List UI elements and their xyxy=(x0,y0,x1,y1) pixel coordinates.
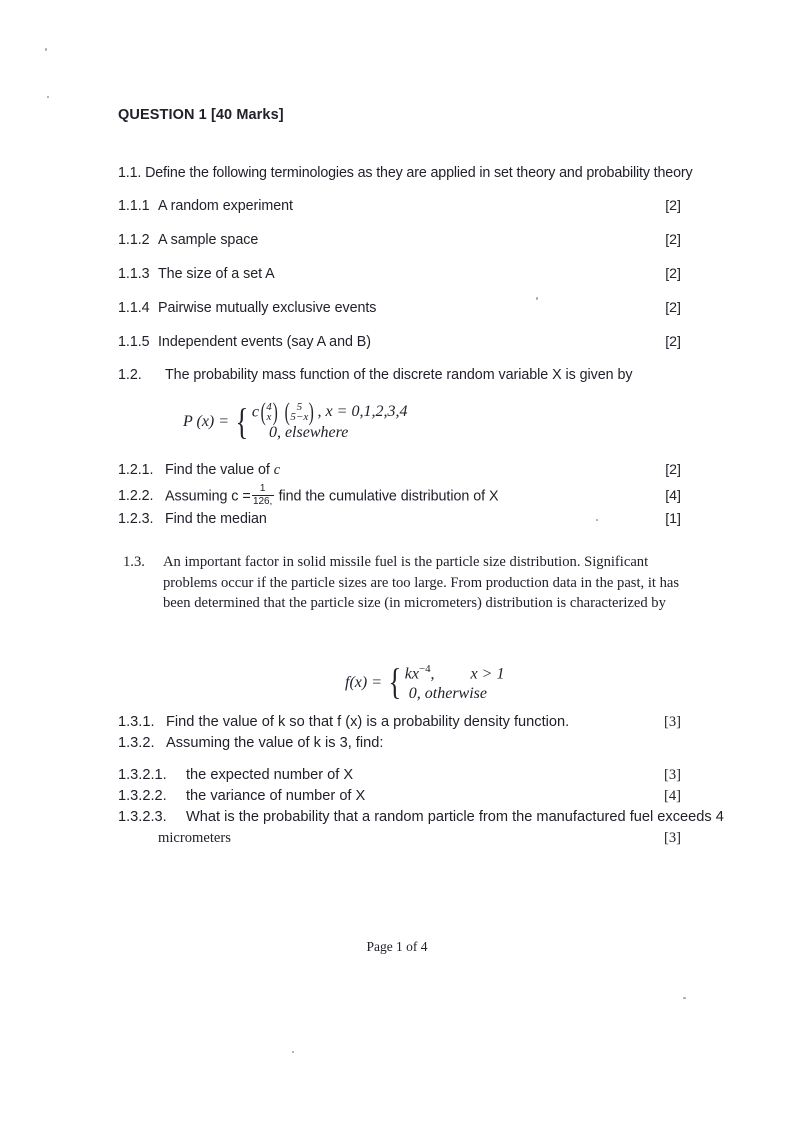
formula-lhs: f(x) = xyxy=(345,673,382,691)
case-2-text: 0, elsewhere xyxy=(268,424,349,442)
fraction-denominator: 126, xyxy=(252,496,273,508)
question-text-lead: Assuming c = xyxy=(165,488,251,505)
question-text: Find the value of k so that f (x) is a probability density function. xyxy=(166,714,570,730)
question-number: 1.3.1. xyxy=(118,714,155,730)
question-text: Independent events (say A and B) xyxy=(158,334,372,350)
question-paragraph-1-3 xyxy=(123,552,693,614)
marks-1-1-1: [2] xyxy=(665,198,681,214)
piecewise-group xyxy=(233,399,408,443)
question-number: 1.3.2.1. xyxy=(118,767,167,783)
binomial-coefficient-2 xyxy=(283,399,315,426)
question-text: What is the probability that a random particle from the manufactured fuel exceeds 4 xyxy=(186,809,724,825)
question-text xyxy=(165,485,498,508)
page-title: QUESTION 1 [40 Marks] xyxy=(118,107,284,123)
case-1-base: kx xyxy=(404,665,419,683)
question-number: 1.3. xyxy=(123,554,145,570)
piecewise-group xyxy=(386,663,504,703)
question-text: A sample space xyxy=(158,232,259,248)
question-number: 1.3.2.3. xyxy=(118,809,167,825)
page-footer: Page 1 of 4 xyxy=(366,939,428,954)
question-number: 1.3.2.2. xyxy=(118,788,167,804)
formula-pdf xyxy=(345,663,504,703)
section-1-1-intro: 1.1. Define the following terminologies as they are applied in set theory and probability theory xyxy=(118,165,693,181)
question-row-1-2-stem xyxy=(118,367,633,383)
question-row-1-2-2 xyxy=(118,485,498,508)
left-brace-icon: { xyxy=(235,401,249,443)
marks-1-3-2-1: [3] xyxy=(663,767,681,783)
question-text: the expected number of X xyxy=(186,767,354,783)
coefficient-c: c xyxy=(251,403,259,421)
left-brace-icon: { xyxy=(388,662,402,704)
question-text-lead: Find the value of xyxy=(165,462,270,478)
paren-close-icon: ) xyxy=(308,399,314,426)
question-number: 1.1.5 xyxy=(118,334,150,350)
question-row-1-3-2-3 xyxy=(118,809,724,825)
marks-1-2-3: [1] xyxy=(665,511,681,527)
case-2-text: 0, otherwise xyxy=(408,684,487,702)
question-row-1-3-2-1 xyxy=(118,767,353,783)
question-number: 1.1.1 xyxy=(118,198,150,214)
fraction-one-over-126 xyxy=(252,484,274,507)
marks-1-1-4: [2] xyxy=(665,300,681,316)
binom-stack xyxy=(290,402,308,423)
question-number: 1.1.3 xyxy=(118,266,150,282)
formula-lhs: P (x) = xyxy=(183,413,230,431)
binom-top: 5 xyxy=(296,401,303,414)
question-text: the variance of number of X xyxy=(186,788,366,804)
scan-speck xyxy=(596,519,598,521)
marks-1-1-5: [2] xyxy=(665,334,681,350)
binom-top: 4 xyxy=(266,401,272,414)
marks-1-1-2: [2] xyxy=(665,232,681,248)
question-row-1-1-3 xyxy=(118,266,275,282)
scan-speck xyxy=(292,1051,294,1053)
question-row-1-1-1 xyxy=(118,198,293,214)
binom-stack xyxy=(266,402,272,423)
case-line-2 xyxy=(252,423,408,443)
question-row-1-3-2-2 xyxy=(118,788,365,804)
question-number: 1.2.2. xyxy=(118,488,154,505)
question-number: 1.2.3. xyxy=(118,511,154,527)
binom-bottom: 5−x xyxy=(290,411,309,424)
case-1-exponent: −4 xyxy=(418,663,431,675)
question-number: 1.2. xyxy=(118,367,142,383)
scan-speck xyxy=(47,96,49,98)
marks-1-3-1: [3] xyxy=(663,714,681,730)
case-1-comma: , xyxy=(430,665,435,683)
question-row-1-3-1 xyxy=(118,714,569,730)
paragraph-text: An important factor in solid missile fuel is the particle size distribution. Significant problems occur if the particle sizes are too large. From production data in the past, it has been determined that the particle size (in micrometers) distribution is characterized by xyxy=(163,554,680,612)
question-text: A random experiment xyxy=(158,198,293,214)
marks-1-3-2-3: [3] xyxy=(663,830,681,846)
question-text: Find the median xyxy=(165,511,267,527)
question-number: 1.1.4 xyxy=(118,300,150,316)
scan-speck xyxy=(683,997,686,999)
question-text-continuation-1-3-2-3: micrometers xyxy=(158,830,231,846)
cases-list xyxy=(251,399,408,443)
question-number: 1.3.2. xyxy=(118,735,155,751)
marks-1-2-1: [2] xyxy=(665,462,681,478)
binom-bottom: x xyxy=(266,411,272,424)
case-1-condition: x > 1 xyxy=(470,665,505,683)
variable-c: c xyxy=(273,462,281,478)
question-number: 1.1.2 xyxy=(118,232,150,248)
case-line-2 xyxy=(405,684,505,704)
binomial-coefficient-1 xyxy=(259,399,279,426)
case-line-1 xyxy=(251,399,408,426)
case-1-condition: , x = 0,1,2,3,4 xyxy=(317,403,408,421)
question-text: Pairwise mutually exclusive events xyxy=(158,300,377,316)
fraction-numerator: 1 xyxy=(259,483,266,494)
scan-speck xyxy=(45,48,47,51)
marks-1-2-2: [4] xyxy=(665,488,681,504)
marks-1-3-2-2: [4] xyxy=(663,788,681,804)
marks-1-1-3: [2] xyxy=(665,266,681,282)
question-row-1-2-3 xyxy=(118,511,267,527)
question-row-1-1-2 xyxy=(118,232,258,248)
question-text-tail: find the cumulative distribution of X xyxy=(278,488,499,505)
question-row-1-3-2 xyxy=(118,735,383,751)
case-line-1 xyxy=(405,663,505,684)
question-row-1-1-5 xyxy=(118,334,371,350)
question-text xyxy=(165,462,280,479)
question-text: The probability mass function of the discrete random variable X is given by xyxy=(165,367,633,383)
question-row-1-1-4 xyxy=(118,300,376,316)
question-row-1-2-1 xyxy=(118,462,280,479)
formula-pmf xyxy=(183,399,408,443)
paren-close-icon: ) xyxy=(272,399,278,426)
scan-speck xyxy=(536,297,538,300)
cases-list xyxy=(405,663,505,703)
paren-open-icon: ( xyxy=(284,399,290,426)
paren-open-icon: ( xyxy=(260,399,266,426)
question-text: Assuming the value of k is 3, find: xyxy=(166,735,384,751)
question-text: The size of a set A xyxy=(158,266,275,282)
question-number: 1.2.1. xyxy=(118,462,154,478)
